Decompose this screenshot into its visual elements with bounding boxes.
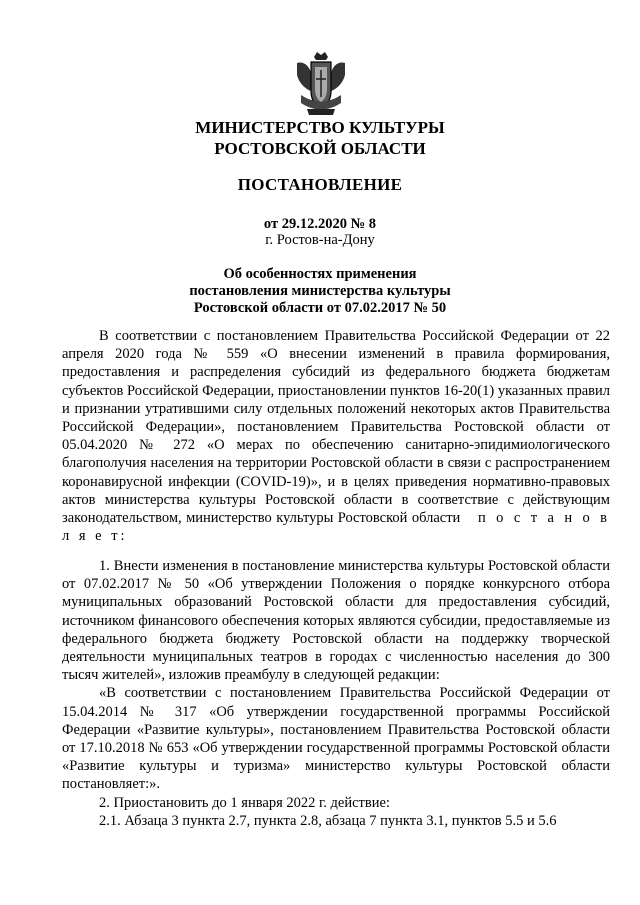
preamble-block <box>62 327 610 545</box>
ministry-name <box>0 117 640 159</box>
decree-word: п о с т а н о в л я е т: <box>62 510 611 545</box>
title-line-3: Ростовской области от 07.02.2017 № 50 <box>193 300 447 316</box>
document-title <box>0 266 640 317</box>
preamble-paragraph <box>62 327 610 545</box>
item-1-quote: «В соответствии с постановлением Правительства Российской Федерации от 15.04.2014 № 317 «Об утверждении государственной программы Российской Федерации «Развитие культуры», постановлением Правительства Ростовской области от 17.10.2018 № 653 «Об утверждении государственной программы Ростовской области «Развитие культуры и туризма» министерство культуры Ростовской области постановляет:». <box>62 685 610 793</box>
coat-of-arms-icon <box>293 51 349 117</box>
ministry-name-line-2: РОСТОВСКОЙ ОБЛАСТИ <box>214 139 426 158</box>
preamble-text: В соответствии с постановлением Правительства Российской Федерации от 22 апреля 2020 года № 559 «О внесении изменений в правила формирования, предоставления и распределения субсидий из федерального бюджета бюджетам субъектов Российской Федерации, приостановлении пунктов 16-20(1) указанных правил и признании утратившими силу отдельных положений некоторых актов Правительства Российской Федерации», постановлением Правительства Ростовской области от 05.04.2020 № 272 «О мерах по обеспечению санитарно-эпидимиологического благополучия населения на территории Ростовской области в связи с распространением коронавирусной инфекции (COVID-19)», и в целях приведения нормативно-правовых актов министерства культуры Ростовской области в соответствие с действующим законодательством, министерство культуры Ростовской области <box>62 328 610 527</box>
item-2-1: 2.1. Абзаца 3 пункта 2.7, пункта 2.8, абзаца 7 пункта 3.1, пунктов 5.5 и 5.6 <box>99 812 557 829</box>
city: г. Ростов-на-Дону <box>265 232 375 248</box>
item-1: 1. Внести изменения в постановление министерства культуры Ростовской области от 07.02.2017 № 50 «Об утверждении Положения о порядке конкурсного отбора муниципальных образований Ростовской области для предоставления субсидий, источником финансового обеспечения которых являются субсидии, предоставляемые из федерального бюджета бюджету Ростовской области на поддержку творческой деятельности муниципальных театров в городах с численностью населения до 300 тысяч жителей», изложив преамбулу в следующей редакции: <box>62 558 610 684</box>
item-2: 2. Приостановить до 1 января 2022 г. действие: <box>99 794 390 811</box>
document-type: ПОСТАНОВЛЕНИЕ <box>237 175 403 194</box>
title-line-1: Об особенностях применения <box>223 266 417 282</box>
date-number: от 29.12.2020 № 8 <box>263 216 377 232</box>
ministry-name-line-1: МИНИСТЕРСТВО КУЛЬТУРЫ <box>195 118 445 137</box>
items-block <box>62 557 610 830</box>
title-line-2: постановления министерства культуры <box>189 283 451 299</box>
